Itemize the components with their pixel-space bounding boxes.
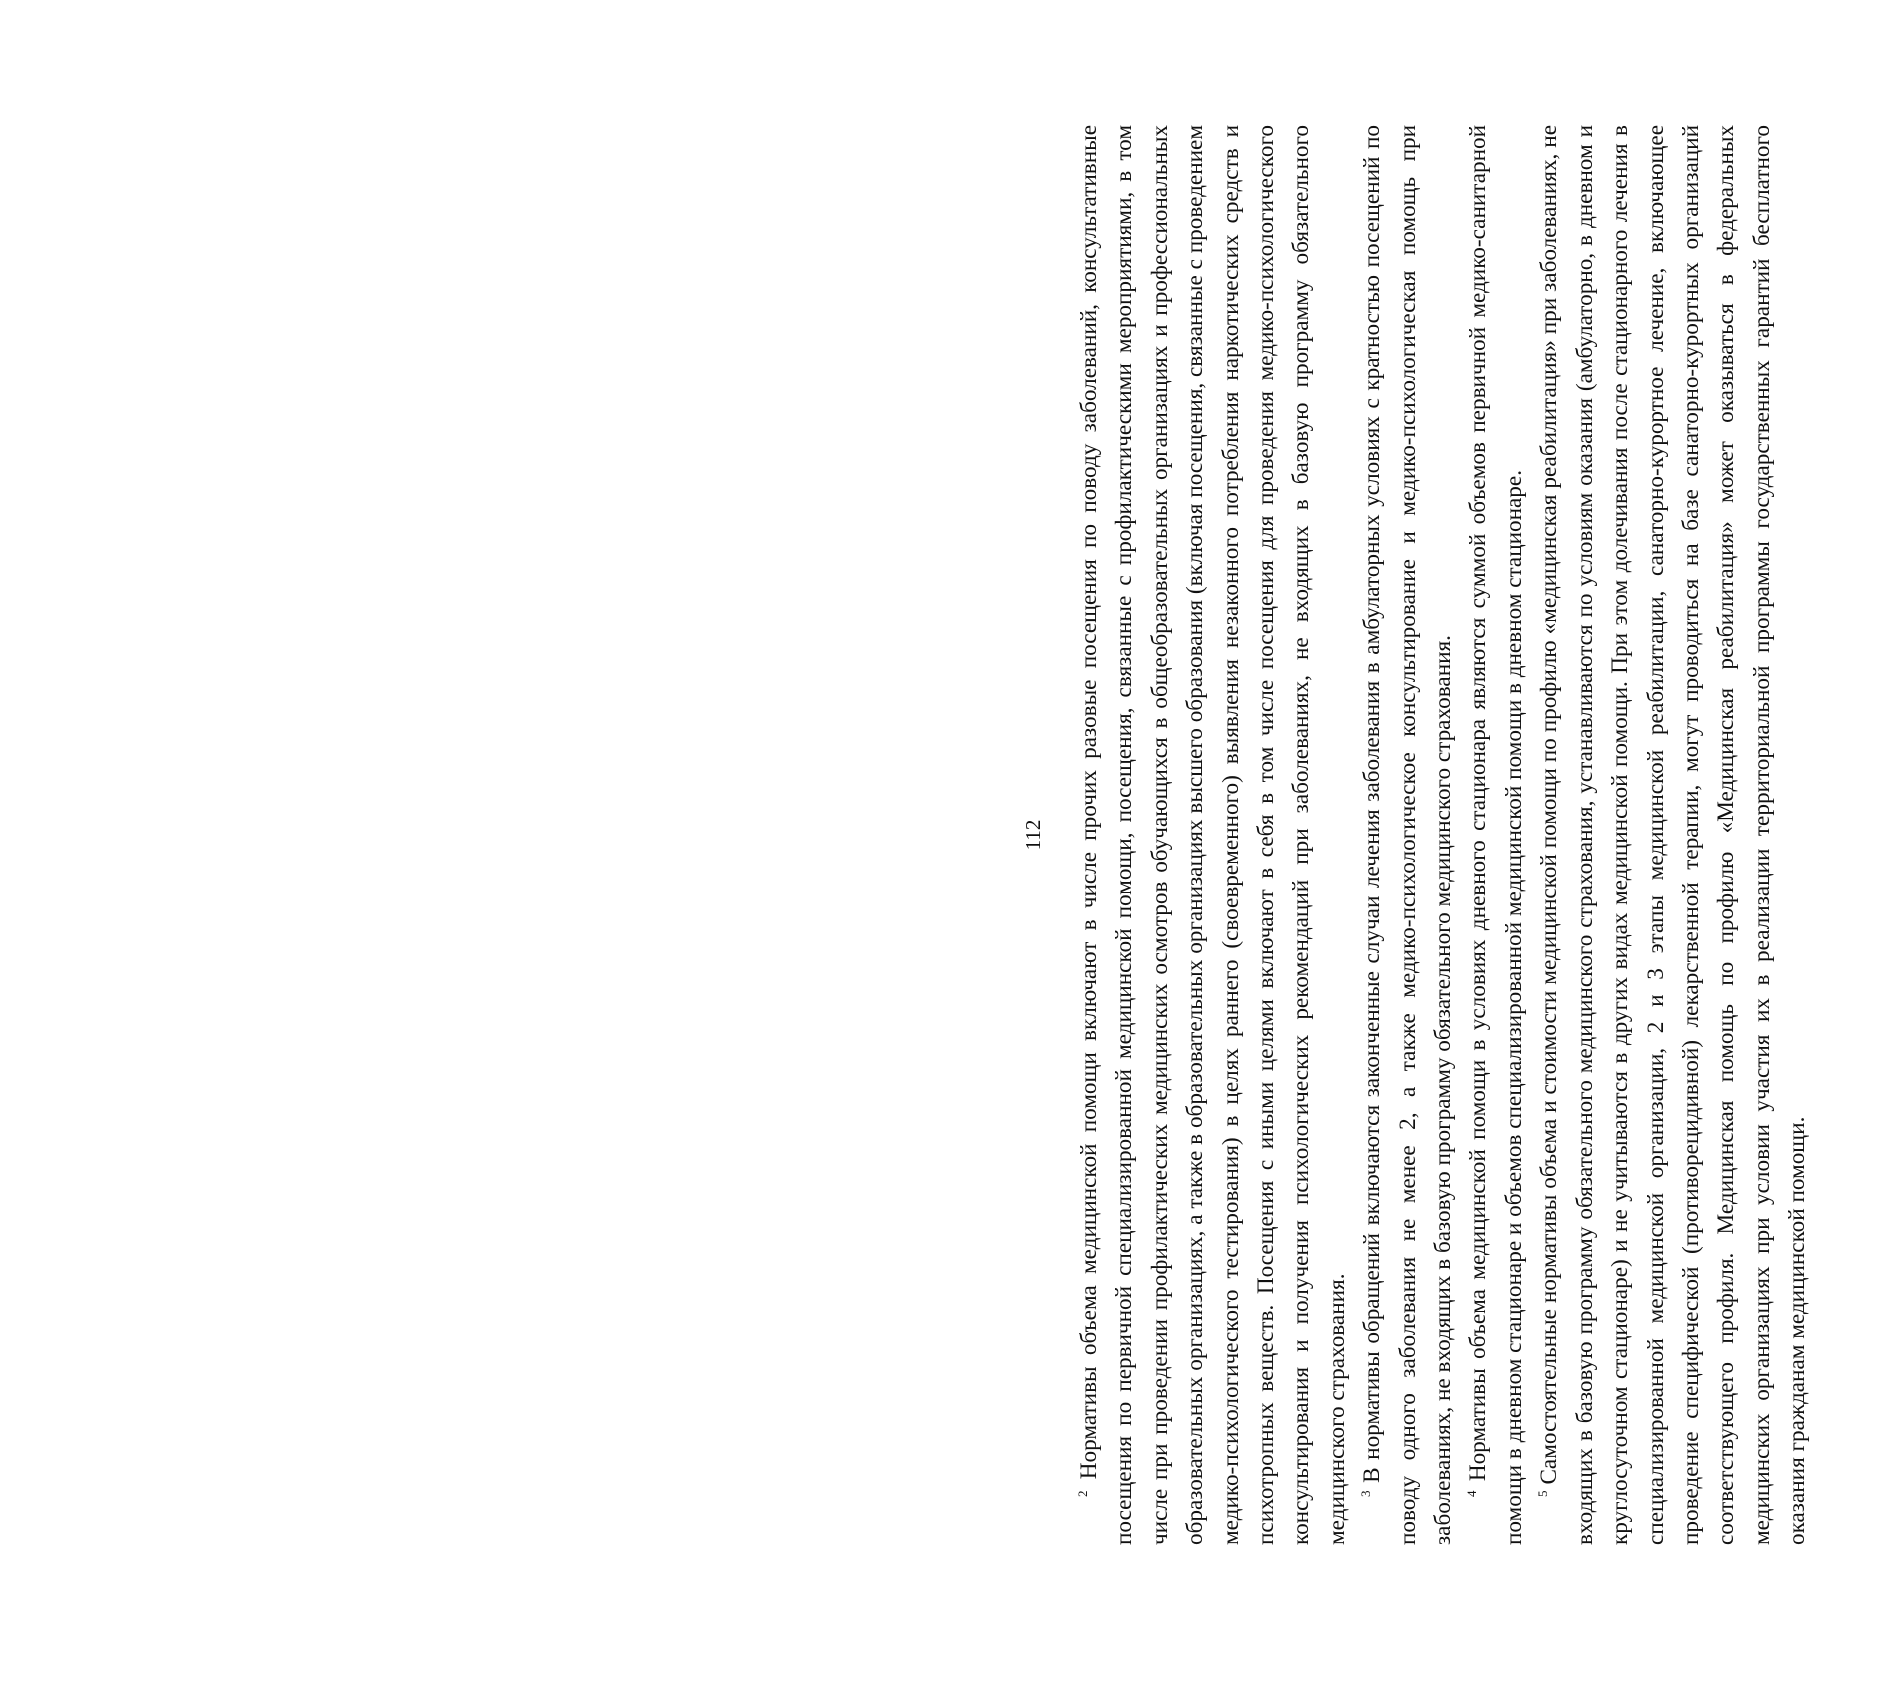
footnote-marker: 3 (1358, 1490, 1374, 1497)
footnotes (1072, 125, 1816, 1545)
footnote-5 (1532, 125, 1815, 1545)
page-number: 112 (1021, 819, 1045, 851)
footnote-marker: 2 (1075, 1490, 1090, 1497)
footnote-marker: 5 (1535, 1490, 1551, 1497)
footnote-3 (1355, 125, 1461, 1545)
footnote-marker: 4 (1464, 1490, 1480, 1497)
footnote-2 (1072, 125, 1355, 1545)
footnote-text: Нормативы объема медицинской помощи включают в числе прочих разовые посещения по поводу заболеваний, консультативные посещения по первичной специализированной медицинской помощи, посещения, связанные с профилактическими мероприятиями, в том числе при проведении профилактических медицинских осмотров обучающихся в общеобразовательных организациях и профессиональных образовательных организациях, а также в образовательных организациях высшего образования (включая посещения, связанные с проведением медико-психологического тестирования) в целях раннего (своевременного) выявления незаконного потребления наркотических средств и психотропных веществ. Посещения с иными целями включают в себя в том числе посещения для проведения медико-психологического консультирования и получения психологических рекомендаций при заболеваниях, не входящих в базовую программу обязательного медицинского страхования. (1076, 125, 1350, 1545)
footnote-text: Самостоятельные нормативы объема и стоимости медицинской помощи по профилю «медицинская реабилитация» при заболеваниях, не входящих в базовую программу обязательного медицинского страхования, устанавливаются по условиям оказания (амбулаторно, в дневном и круглосуточном стационаре) и не учитываются в других видах медицинской помощи. При этом долечивания после стационарного лечения в специализированной медицинской организации, 2 и 3 этапы медицинской реабилитации, санаторно-курортное лечение, включающее проведение специфической (противорецидивной) лекарственной терапии, могут проводиться на базе санаторно-курортных организаций соответствующего профиля. Медицинская помощь по профилю «Медицинская реабилитация» может оказываться в федеральных медицинских организациях при условии участия их в реализации территориальной программы государственных гарантий бесплатного оказания гражданам медицинской помощи. (1536, 124, 1811, 1545)
rotated-content (1020, 125, 1880, 1545)
footnote-text: В нормативы обращений включаются законченные случаи лечения заболевания в амбулаторных условиях с кратностью посещений по поводу одного заболевания не менее 2, а также медико-психологическое консультирование и медико-психологическая помощь при заболеваниях, не входящих в базовую программу обязательного медицинского страхования. (1359, 124, 1457, 1545)
footnote-4 (1461, 125, 1532, 1545)
footnote-text: Нормативы объема медицинской помощи в условиях дневного стационара являются суммой объемов первичной медико-санитарной помощи в дневном стационаре и объемов специализированной медицинской помощи в дневном стационаре. (1465, 125, 1527, 1545)
